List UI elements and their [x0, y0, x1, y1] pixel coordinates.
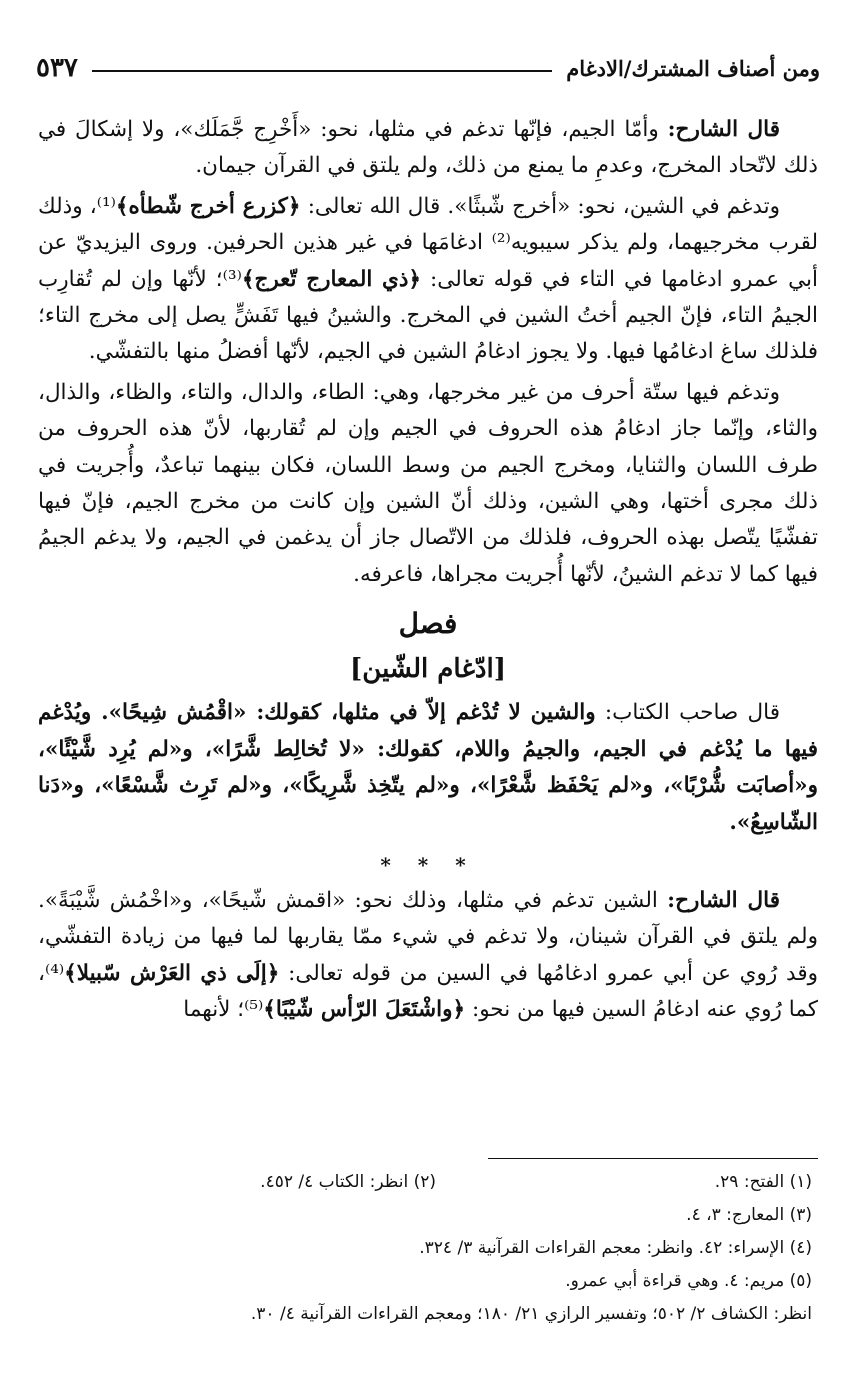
footnote-ref: ⁽²⁾ [491, 230, 511, 256]
footnote-ref: ⁽⁴⁾ [44, 960, 65, 986]
paragraph-2 [38, 189, 818, 371]
footnote-rule [488, 1158, 818, 1159]
running-title: ومن أصناف المشترك/الادغام [566, 55, 820, 81]
footnote-5: (٥) مريم: ٤. وهي قراءة أبي عمرو. [565, 1271, 812, 1291]
paragraph-4 [38, 695, 818, 841]
footnote-2: (٢) انظر: الكتاب ٤/ ٤٥٢. [260, 1172, 436, 1192]
paragraph-1 [38, 112, 818, 185]
section-subheading: [ادّغام الشّين] [349, 654, 507, 685]
main-text [38, 112, 818, 1029]
footnote-1: (١) الفتح: ٢٩. [714, 1172, 812, 1192]
paragraph-text: وتدغم في الشين، نحو: «أخرج شّبثًا». قال الله تعالى: [300, 193, 780, 219]
speaker-label: قال صاحب الكتاب: [595, 700, 780, 726]
paragraph-text: وأمّا الجيم، فإنّها تدغم في مثلها، نحو: «أَخْرِج جَّمَلَك»، ولا إشكالَ في ذلك لاتّحاد المخرج، وعدمِ ما يمنع من ذلك، ولم يلتق في القرآن جيمان. [38, 117, 818, 179]
paragraph-text: ، كما رُوي عنه ادغامُ السين فيها من نحو: [38, 960, 818, 1023]
quran-verse: ﴿ذي المعارج تّعرج﴾ [241, 266, 422, 292]
footnote-ref: ⁽³⁾ [222, 266, 242, 292]
speaker-label: قال الشارح: [667, 117, 781, 142]
speaker-label: قال الشارح: [667, 887, 781, 913]
footnotes [60, 1166, 812, 1331]
quran-verse: ﴿إلَى ذي العَرْش سّبيلا﴾ [64, 960, 280, 986]
paragraph-5 [38, 883, 818, 1029]
header-rule [92, 70, 552, 72]
footnote-row [60, 1166, 812, 1199]
main-text-quote: والشين لا تُدْغم إلاّ في مثلها، كقولك: «اقْمُش شِيحًا». ويُدْغم فيها ما يُدْغم في الجيم، والجيمُ واللام، كقولك: «لا تُخالِط شَّرًا»، و«لم يُرِد شَّيْئًا»، و«أصابَت شُّرْبًا»، و«لم يَحْفَظ شَّعْرًا»، و«لم يتّخِذ شَّرِيكًا»، و«لم تَرِث شَّسْعًا»، و«دَنا الشّاسِعُ». [38, 700, 818, 835]
paragraph-text: ادغامَها في غير هذين الحرفين. وروى اليزيديّ عن أبي عمرو ادغامها في التاء في قوله تعالى: [38, 230, 818, 292]
footnote-ref: ⁽⁵⁾ [244, 997, 264, 1023]
page-number: ٥٣٧ [36, 53, 78, 83]
footnote-ref: ⁽¹⁾ [96, 193, 116, 219]
paragraph-text: ؛ لأنهما [183, 997, 245, 1023]
quran-verse: ﴿كزرع أخرج شّطأه﴾ [115, 193, 301, 219]
paragraph-text: ، وذلك لقرب مخرجيهما، ولم يذكر سيبويه [38, 193, 819, 256]
section-heading: فصل [398, 607, 458, 641]
paragraph-text: الشين تدغم في مثلها، وذلك نحو: «اقمش شّيحًا»، و«اخْمُش شَّيْبَةً». ولم يلتق في القرآن شينان، ولا تدغم في شيء ممّا يقاربها لما فيها من زيادة التفشّي، وقد رُوي عن أبي عمرو ادغامُها في السين من قوله تعالى: [38, 887, 818, 986]
running-header [36, 48, 820, 88]
footnote-4: (٤) الإسراء: ٤٢. وانظر: معجم القراءات القرآنية ٣/ ٣٢٤. [419, 1238, 812, 1258]
footnote-3: (٣) المعارج: ٣، ٤. [686, 1205, 812, 1225]
section-divider: * * * [380, 852, 476, 877]
footnote-5-continued: انظر: الكشاف ٢/ ٥٠٢؛ وتفسير الرازي ٢١/ ١٨٠؛ ومعجم القراءات القرآنية ٤/ ٣٠. [250, 1304, 812, 1324]
paragraph-3: وتدغم فيها ستّة أحرف من غير مخرجها، وهي: الطاء، والدال، والتاء، والظاء، والذال، والثاء، وإنّما جاز ادغامُ هذه الحروف في الجيم وإن لم تُقاربها، لأنّ هذه الحروف من طرف اللسان والثنايا، ومخرج الجيم من وسط اللسان، فكان بينهما تباعدٌ، وأُجريت في ذلك مجرى أختها، وهي الشين، وذلك أنّ الشين وإن كانت من مخرج الجيم، فإنّ فيها تفشّيًا يتّصل بهذه الحروف، فلذلك من الاتّصال جاز أن يدغمن في الجيم، ولا يدغم الجيمُ فيها كما لا تدغم الشينُ، لأنّها أُجريت مجراها، فاعرفه. [38, 379, 818, 587]
paragraph-text: ؛ لأنّها وإن لم تُقارِب الجيمُ التاء، فإنّ الجيم أختُ الشين في المخرج. والشينُ فيها تَفَشٍّ يصل إلى مخرج التاء؛ فلذلك ساغ ادغامُها فيها. ولا يجوز ادغامُ الشين في الجيم، لأنّها أفضلُ منها بالتفشّي. [38, 266, 818, 365]
quran-verse: ﴿واشْتَعَلَ الرّأس شّيْبًا﴾ [263, 997, 466, 1023]
